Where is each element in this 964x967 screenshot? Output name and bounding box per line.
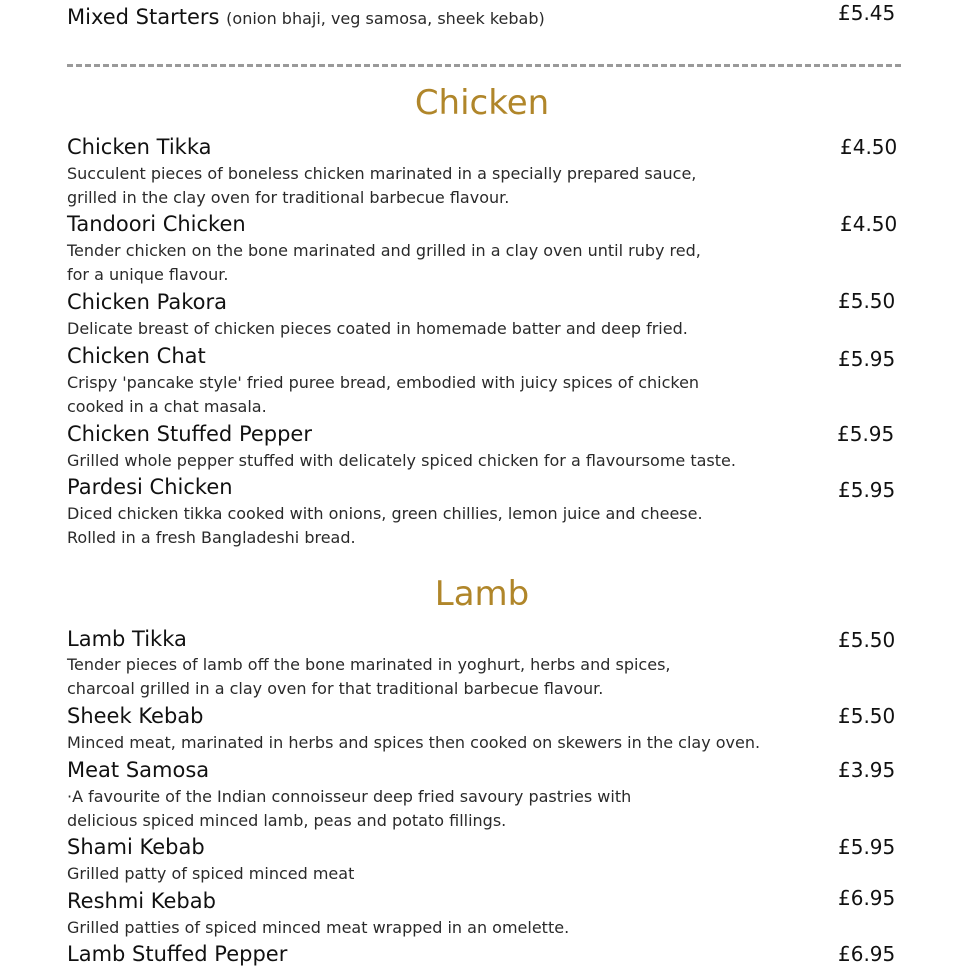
menu-item-price: £5.50 [838, 704, 896, 728]
menu-item-price: £5.50 [838, 628, 896, 652]
menu-item-name: Chicken Pakora [67, 290, 228, 314]
menu-item-name: Pardesi Chicken [67, 475, 233, 499]
menu-item-name: Lamb Tikka [67, 627, 187, 651]
menu-item-desc: for a unique flavour. [67, 265, 229, 284]
menu-item-desc: cooked in a chat masala. [67, 397, 267, 416]
menu-item-desc: Crispy 'pancake style' fried puree bread, embodied with juicy spices of chicken [67, 373, 700, 392]
menu-item-price: £6.95 [838, 942, 896, 966]
menu-item-name: Shami Kebab [67, 835, 205, 859]
menu-item-desc: Grilled patty of spiced minced meat [67, 864, 355, 883]
section-heading-chicken: Chicken [414, 83, 550, 123]
menu-item-name: Meat Samosa [67, 758, 210, 782]
menu-item-desc: Tender pieces of lamb off the bone marinated in yoghurt, herbs and spices, [67, 655, 671, 674]
menu-item-name: Chicken Tikka [67, 135, 212, 159]
menu-item-name: Lamb Stuffed Pepper [67, 942, 288, 966]
menu-item-desc: ·A favourite of the Indian connoisseur deep fried savoury pastries with [67, 787, 632, 806]
menu-item-price: £5.95 [837, 422, 895, 446]
menu-item-desc: Grilled whole pepper stuffed with delicately spiced chicken for a flavoursome taste. [67, 451, 736, 470]
menu-item-price: £5.95 [838, 835, 896, 859]
menu-item-name: Chicken Chat [67, 344, 206, 368]
menu-item-desc: Rolled in a fresh Bangladeshi bread. [67, 528, 356, 547]
section-heading-lamb: Lamb [434, 574, 530, 614]
item-note: (onion bhaji, veg samosa, sheek kebab) [226, 9, 545, 28]
menu-item-price: £5.95 [838, 347, 896, 371]
item-name-text: Mixed Starters [67, 5, 220, 29]
menu-item-desc: Tender chicken on the bone marinated and grilled in a clay oven until ruby red, [67, 241, 701, 260]
menu-item-desc: Succulent pieces of boneless chicken marinated in a specially prepared sauce, [67, 164, 697, 183]
menu-item-name: Tandoori Chicken [67, 212, 246, 236]
menu-item-price: £4.50 [840, 135, 898, 159]
menu-item-price: £4.50 [840, 212, 898, 236]
menu-item-price: £5.50 [838, 289, 896, 313]
menu-item-price: £6.95 [838, 886, 896, 910]
menu-item-name [67, 4, 545, 32]
section-divider [67, 64, 901, 67]
menu-item-name: Reshmi Kebab [67, 889, 216, 913]
menu-item-desc: grilled in the clay oven for traditional barbecue flavour. [67, 188, 510, 207]
menu-item-desc: delicious spiced minced lamb, peas and potato fillings. [67, 811, 507, 830]
menu-item-price: £5.45 [838, 1, 896, 25]
menu-item-name: Sheek Kebab [67, 704, 204, 728]
menu-item-desc: Diced chicken tikka cooked with onions, green chillies, lemon juice and cheese. [67, 504, 703, 523]
menu-item-desc: charcoal grilled in a clay oven for that traditional barbecue flavour. [67, 679, 604, 698]
menu-item-desc: Delicate breast of chicken pieces coated in homemade batter and deep fried. [67, 319, 688, 338]
menu-item-name: Chicken Stuffed Pepper [67, 422, 312, 446]
menu-item-price: £5.95 [838, 478, 896, 502]
menu-item-desc: Grilled patties of spiced minced meat wrapped in an omelette. [67, 918, 570, 937]
menu-item-desc: Minced meat, marinated in herbs and spices then cooked on skewers in the clay oven. [67, 733, 761, 752]
menu-item-price: £3.95 [838, 758, 896, 782]
